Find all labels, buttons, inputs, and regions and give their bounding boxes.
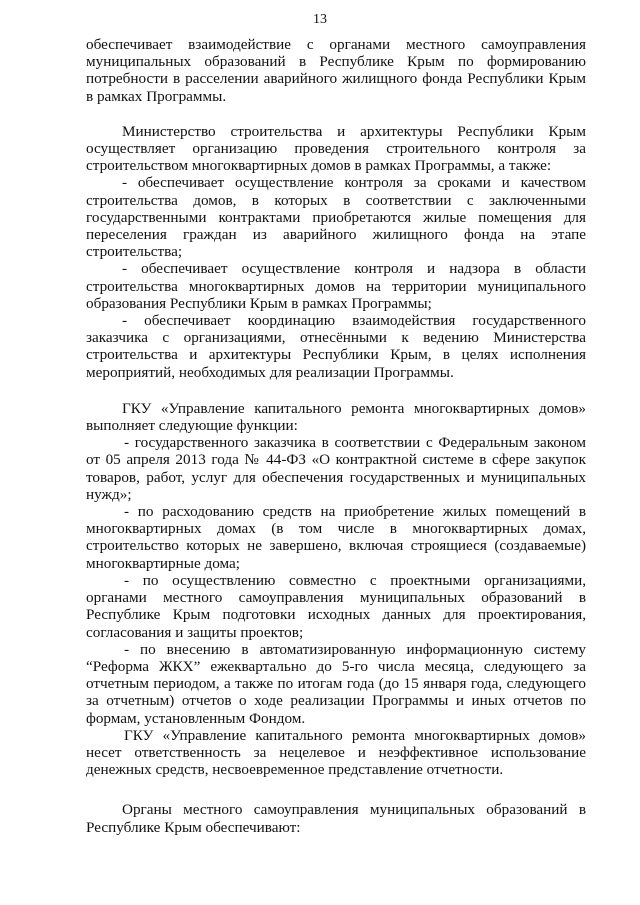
list-item-ministry-2: - обеспечивает осуществление контроля и надзора в области строительства многоквартирных домов на территории муниципального образования Республики Крым в рамках Программы; (86, 260, 586, 312)
list-item-gku-2: - по расходованию средств на приобретение жилых помещений в многоквартирных домах (в том числе в многоквартирных домах, строительство которых не завершено, включая строящиеся (создаваемые) многоквартирные дома; (86, 503, 586, 572)
list-item-ministry-3: - обеспечивает координацию взаимодействия государственного заказчика с организациями, отнесёнными к ведению Министерства строительства и архитектуры Республики Крым, в целях исполнения мероприятий, необходимых для реализации Программы. (86, 312, 586, 381)
document-body (86, 36, 586, 836)
paragraph-gku-functions-intro: ГКУ «Управление капитального ремонта многоквартирных домов» выполняет следующие функции: (86, 399, 586, 435)
list-item-gku-3: - по осуществлению совместно с проектными организациями, органами местного самоуправления муниципальных образований в Республике Крым подготовки исходных данных для проектирования, согласования и защиты проектов; (86, 571, 586, 641)
paragraph-local-authorities: Органы местного самоуправления муниципальных образований в Республике Крым обеспечивают: (86, 801, 586, 836)
paragraph-housing-needs: обеспечивает взаимодействие с органами местного самоуправления муниципальных образований в Республике Крым по формированию потребности в расселении аварийного жилищного фонда Республики Крым в рамках Программы. (86, 36, 586, 105)
list-item-ministry-1: - обеспечивает осуществление контроля за сроками и качеством строительства домов, в которых в соответствии с заключенными государственными контрактами приобретаются жилые помещения для переселения граждан из аварийного жилищного фонда на этапе строительства; (86, 174, 586, 261)
list-item-gku-4: - по внесению в автоматизированную информационную систему “Реформа ЖКХ” ежеквартально до 5-го числа месяца, следующего за отчетным периодом, а также по итогам года (до 15 января года, следующего за отчетным) отчетов о ходе реализации Программы и иных отчетов по формам, установленным Фондом. (86, 640, 586, 727)
paragraph-ministry-intro: Министерство строительства и архитектуры Республики Крым осуществляет организацию проведения строительного контроля за строительством многоквартирных домов в рамках Программы, а также: (86, 122, 586, 175)
paragraph-gku-responsibility: ГКУ «Управление капитального ремонта многоквартирных домов» несет ответственность за нецелевое и неэффективное использование денежных средств, несвоевременное представление отчетности. (86, 726, 586, 779)
list-item-gku-1: - государственного заказчика в соответствии с Федеральным законом от 05 апреля 2013 года № 44-ФЗ «О контрактной системе в сфере закупок товаров, работ, услуг для обеспечения государственных и муниципальных нужд»; (86, 434, 586, 503)
page-number: 13 (313, 12, 327, 27)
